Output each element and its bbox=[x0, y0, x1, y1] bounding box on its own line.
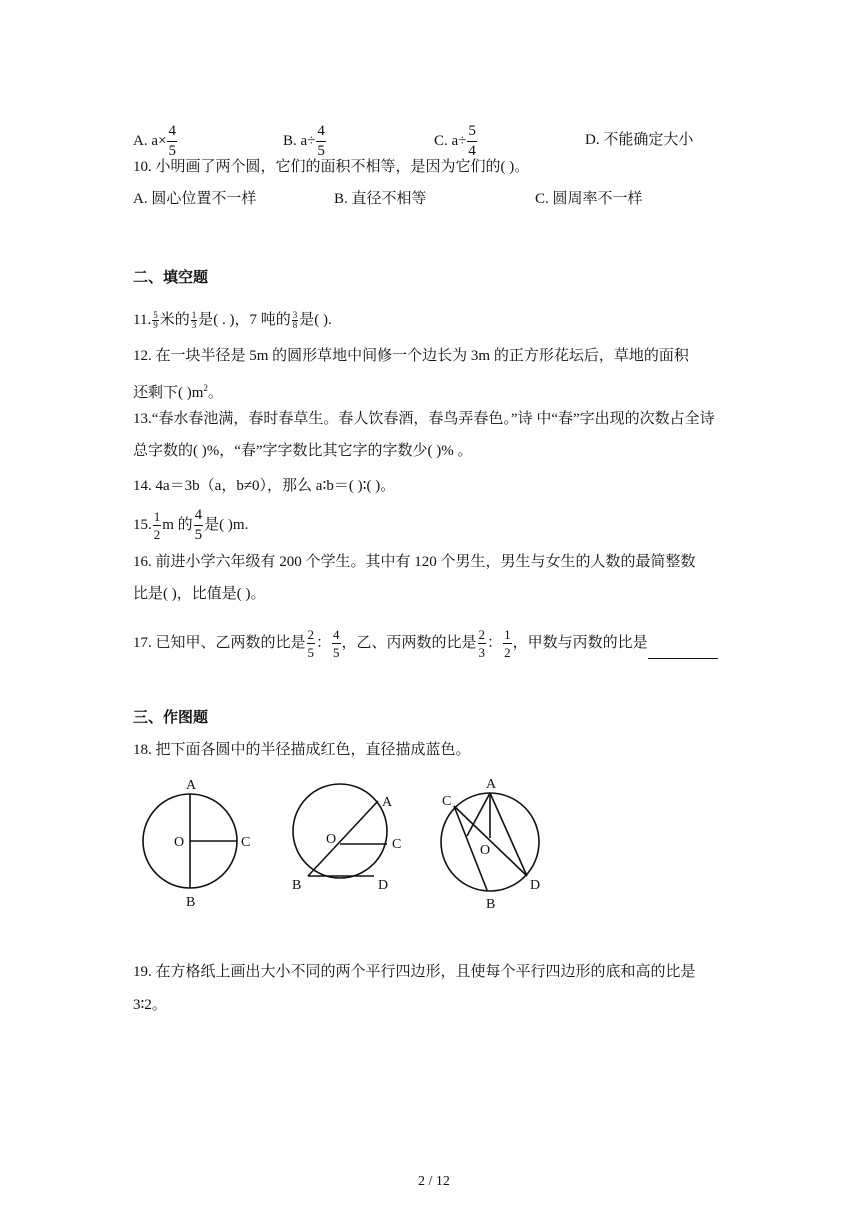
q10-option-c: C. 圆周率不一样 bbox=[535, 191, 643, 207]
circle1-label-o: O bbox=[174, 835, 185, 850]
circle1-label-a: A bbox=[186, 778, 197, 793]
q16-line2: 比是( )，比值是( )。 bbox=[133, 586, 266, 602]
q18-circles-figure bbox=[130, 772, 560, 912]
q13-line2: 总字数的( )%，“春”字字数比其它字的字数少( )% 。 bbox=[133, 443, 473, 459]
q19-line2: 3∶2。 bbox=[133, 997, 167, 1013]
q12-line2: 还剩下( )$m^2$。 bbox=[133, 383, 223, 401]
section-title-fill-blank: 二、填空题 bbox=[133, 268, 209, 286]
circle3-label-c: C bbox=[442, 794, 452, 809]
q12-line1: 12. 在一块半径是 5m 的圆形草地中间修一个边长为 3m 的正方形花坛后，草地的面积 bbox=[133, 348, 689, 364]
circle1-label-c: C bbox=[241, 835, 251, 850]
circle2-label-c: C bbox=[392, 837, 402, 852]
circle3-label-o: O bbox=[480, 843, 491, 858]
circle-3 bbox=[441, 777, 540, 912]
circle1-label-b: B bbox=[186, 895, 196, 910]
q13-line1: 13.“春水春池满，春时春草生。春人饮春酒，春鸟弄春色。”诗 中“春”字出现的次数占全诗 bbox=[133, 411, 715, 427]
q9-option-b: B. a÷ $\frac{4}{5}$ bbox=[283, 123, 325, 159]
q10-option-a: A. 圆心位置不一样 bbox=[133, 191, 257, 207]
circle3-label-a: A bbox=[486, 777, 497, 792]
circle-2 bbox=[292, 784, 401, 893]
q9-option-d: D. 不能确定大小 bbox=[585, 132, 694, 148]
q16-line1: 16. 前进小学六年级有 200 个学生。其中有 120 个男生，男生与女生的人数的最简整数 bbox=[133, 554, 696, 570]
q14: 14. 4a＝3b（a，b≠0），那么 a∶b＝( )∶( )。 bbox=[133, 478, 396, 494]
circle2-label-d: D bbox=[378, 878, 389, 893]
q10-option-b: B. 直径不相等 bbox=[334, 191, 427, 207]
q9-option-c: C. a÷ $\frac{5}{4}$ bbox=[434, 123, 476, 159]
circle3-label-b: B bbox=[486, 897, 496, 912]
section-title-drawing: 三、作图题 bbox=[133, 708, 209, 726]
q18-text: 18. 把下面各圆中的半径描成红色，直径描成蓝色。 bbox=[133, 742, 471, 758]
q15: 15. $\frac{1}{2}$ m 的 $\frac{4}{5}$ 是( )m. bbox=[133, 507, 249, 543]
circle-1 bbox=[143, 778, 250, 910]
q17-answer-blank[interactable] bbox=[648, 644, 718, 659]
q17: 17. 已知甲、乙两数的比是 $\frac{2}{5}$ ： $\frac{4}{5}$ ，乙、丙两数的比是 $\frac{2}{3}$ ： $\frac{1}{2}$ ，甲数与丙数的比是 bbox=[133, 628, 718, 659]
page-number: 2 / 12 bbox=[418, 1174, 450, 1189]
circle3-label-d: D bbox=[530, 878, 541, 893]
circle2-label-o: O bbox=[326, 832, 337, 847]
circle2-label-b: B bbox=[292, 878, 302, 893]
circle2-label-a: A bbox=[382, 795, 393, 810]
q11: 11. $\frac{5}{9}$ 米的 $\frac{1}{3}$ 是( . )，7 吨的 $\frac{3}{8}$ 是( ). bbox=[133, 310, 332, 331]
q9-option-a: A. a× $\frac{4}{5}$ bbox=[133, 123, 176, 159]
q10-stem: 10. 小明画了两个圆，它们的面积不相等，是因为它们的( )。 bbox=[133, 159, 530, 175]
q19-line1: 19. 在方格纸上画出大小不同的两个平行四边形，且使每个平行四边形的底和高的比是 bbox=[133, 964, 696, 980]
